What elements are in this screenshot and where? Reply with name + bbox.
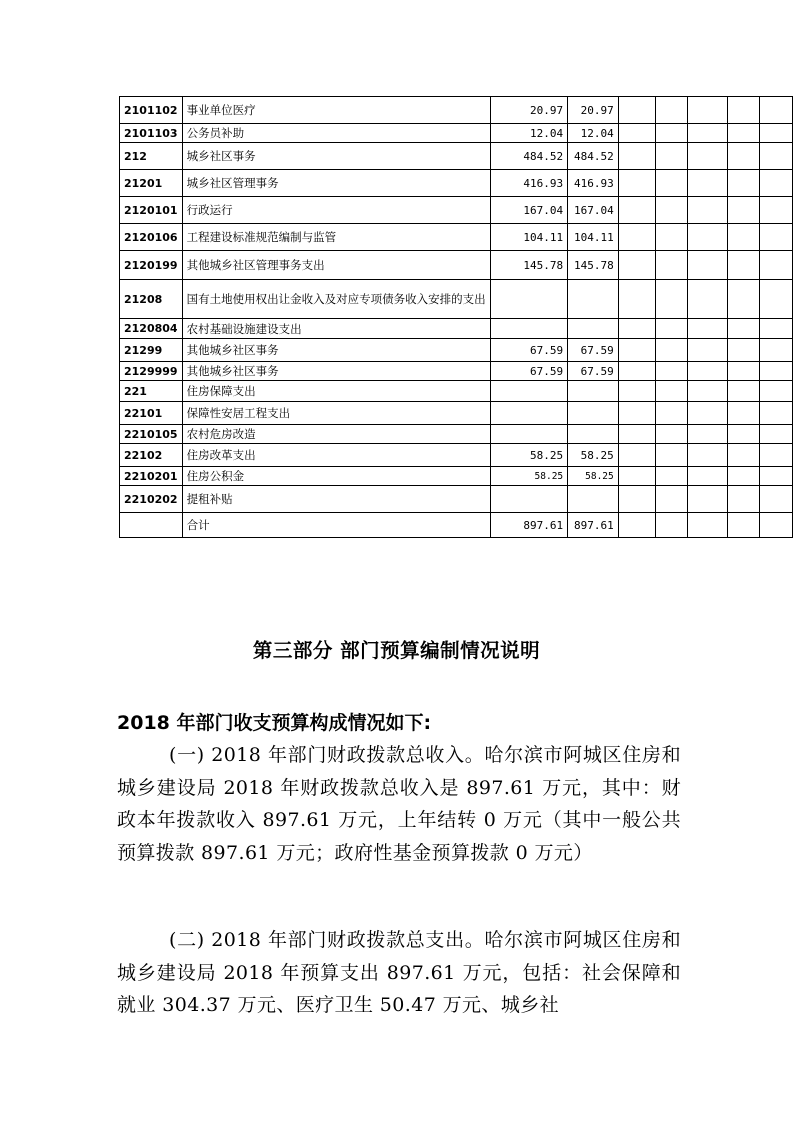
- amount-cell: 67.59: [568, 362, 619, 381]
- empty-cell: [760, 513, 793, 538]
- amount-cell: 20.97: [568, 97, 619, 124]
- code-cell: 2210202: [120, 486, 183, 513]
- name-cell: 公务员补助: [182, 124, 490, 143]
- code-cell: 2101102: [120, 97, 183, 124]
- amount-cell: 58.25: [490, 444, 568, 467]
- amount-cell: 12.04: [568, 124, 619, 143]
- empty-cell: [688, 280, 727, 319]
- amount-cell: [568, 319, 619, 339]
- empty-cell: [656, 224, 688, 251]
- table-row: [120, 513, 793, 538]
- amount-cell: [568, 425, 619, 444]
- empty-cell: [760, 362, 793, 381]
- empty-cell: [727, 444, 760, 467]
- amount-cell: 416.93: [568, 170, 619, 197]
- amount-cell: [490, 425, 568, 444]
- code-cell: 2120804: [120, 319, 183, 339]
- name-cell: 农村基础设施建设支出: [182, 319, 490, 339]
- empty-cell: [688, 124, 727, 143]
- empty-cell: [656, 425, 688, 444]
- name-cell: 城乡社区事务: [182, 143, 490, 170]
- empty-cell: [760, 143, 793, 170]
- empty-cell: [618, 280, 656, 319]
- amount-cell: [490, 402, 568, 425]
- empty-cell: [618, 425, 656, 444]
- code-cell: 2129999: [120, 362, 183, 381]
- code-cell: 2101103: [120, 124, 183, 143]
- code-cell: 21208: [120, 280, 183, 319]
- empty-cell: [656, 170, 688, 197]
- empty-cell: [727, 143, 760, 170]
- empty-cell: [618, 97, 656, 124]
- amount-cell: 20.97: [490, 97, 568, 124]
- budget-table: [119, 96, 793, 538]
- empty-cell: [688, 444, 727, 467]
- amount-cell: 145.78: [568, 251, 619, 280]
- paragraph-income: [117, 739, 681, 869]
- empty-cell: [656, 339, 688, 362]
- table-row: [120, 402, 793, 425]
- empty-cell: [760, 319, 793, 339]
- empty-cell: [656, 381, 688, 402]
- empty-cell: [760, 97, 793, 124]
- empty-cell: [688, 339, 727, 362]
- name-cell: 农村危房改造: [182, 425, 490, 444]
- table-row: [120, 124, 793, 143]
- empty-cell: [760, 467, 793, 486]
- amount-cell: 484.52: [490, 143, 568, 170]
- empty-cell: [688, 251, 727, 280]
- name-cell: 其他城乡社区事务: [182, 362, 490, 381]
- empty-cell: [656, 97, 688, 124]
- empty-cell: [727, 486, 760, 513]
- empty-cell: [618, 444, 656, 467]
- amount-cell: 104.11: [490, 224, 568, 251]
- code-cell: 2120199: [120, 251, 183, 280]
- amount-cell: [490, 280, 568, 319]
- amount-cell: 67.59: [490, 362, 568, 381]
- paragraph-expense: [117, 924, 681, 1022]
- empty-cell: [727, 362, 760, 381]
- table-row: [120, 224, 793, 251]
- empty-cell: [618, 362, 656, 381]
- empty-cell: [618, 124, 656, 143]
- empty-cell: [688, 381, 727, 402]
- empty-cell: [656, 444, 688, 467]
- empty-cell: [618, 381, 656, 402]
- empty-cell: [727, 319, 760, 339]
- empty-cell: [727, 467, 760, 486]
- paragraph-expense-text: (二) 2018 年部门财政拨款总支出。哈尔滨市阿城区住房和城乡建设局 2018 年预算支出 897.61 万元，包括：社会保障和就业 304.37 万元、医疗卫生 50.47 万元、城乡社: [117, 929, 681, 1016]
- table-row: [120, 467, 793, 486]
- empty-cell: [688, 467, 727, 486]
- name-cell: 保障性安居工程支出: [182, 402, 490, 425]
- name-cell: 提租补贴: [182, 486, 490, 513]
- empty-cell: [727, 224, 760, 251]
- amount-cell: [568, 402, 619, 425]
- empty-cell: [656, 486, 688, 513]
- table-row: [120, 362, 793, 381]
- empty-cell: [727, 124, 760, 143]
- name-cell: 行政运行: [182, 197, 490, 224]
- code-cell: 22102: [120, 444, 183, 467]
- empty-cell: [727, 381, 760, 402]
- table-row: [120, 251, 793, 280]
- empty-cell: [656, 319, 688, 339]
- amount-cell: [568, 381, 619, 402]
- empty-cell: [760, 339, 793, 362]
- name-cell: 合计: [182, 513, 490, 538]
- name-cell: 事业单位医疗: [182, 97, 490, 124]
- empty-cell: [618, 402, 656, 425]
- amount-cell: 104.11: [568, 224, 619, 251]
- empty-cell: [688, 513, 727, 538]
- empty-cell: [727, 425, 760, 444]
- amount-cell: 67.59: [568, 339, 619, 362]
- empty-cell: [727, 97, 760, 124]
- empty-cell: [760, 425, 793, 444]
- table-row: [120, 381, 793, 402]
- table-row: [120, 280, 793, 319]
- empty-cell: [618, 224, 656, 251]
- empty-cell: [688, 425, 727, 444]
- amount-cell: 58.25: [568, 467, 619, 486]
- amount-cell: 12.04: [490, 124, 568, 143]
- empty-cell: [656, 402, 688, 425]
- empty-cell: [618, 143, 656, 170]
- name-cell: 城乡社区管理事务: [182, 170, 490, 197]
- empty-cell: [618, 319, 656, 339]
- table-row: [120, 319, 793, 339]
- empty-cell: [760, 224, 793, 251]
- code-cell: 22101: [120, 402, 183, 425]
- empty-cell: [656, 197, 688, 224]
- name-cell: 住房保障支出: [182, 381, 490, 402]
- code-cell: 221: [120, 381, 183, 402]
- empty-cell: [727, 170, 760, 197]
- empty-cell: [760, 124, 793, 143]
- amount-cell: 167.04: [568, 197, 619, 224]
- empty-cell: [656, 124, 688, 143]
- amount-cell: 145.78: [490, 251, 568, 280]
- empty-cell: [656, 280, 688, 319]
- table-row: [120, 197, 793, 224]
- amount-cell: 167.04: [490, 197, 568, 224]
- empty-cell: [688, 197, 727, 224]
- table-row: [120, 97, 793, 124]
- empty-cell: [760, 381, 793, 402]
- empty-cell: [656, 362, 688, 381]
- empty-cell: [618, 170, 656, 197]
- table-row: [120, 444, 793, 467]
- code-cell: 2210105: [120, 425, 183, 444]
- empty-cell: [727, 280, 760, 319]
- amount-cell: 897.61: [568, 513, 619, 538]
- table-row: [120, 170, 793, 197]
- name-cell: 工程建设标准规范编制与监管: [182, 224, 490, 251]
- empty-cell: [688, 170, 727, 197]
- amount-cell: 67.59: [490, 339, 568, 362]
- paragraph-income-text: (一) 2018 年部门财政拨款总收入。哈尔滨市阿城区住房和城乡建设局 2018 年财政拨款总收入是 897.61 万元，其中：财政本年拨款收入 897.61 万元，上年结转 0 万元（其中一般公共预算拨款 897.61 万元；政府性基金预算拨款 0 万元）: [117, 744, 681, 864]
- table-row: [120, 425, 793, 444]
- name-cell: 其他城乡社区事务: [182, 339, 490, 362]
- intro-heading: 2018 年部门收支预算构成情况如下:: [117, 712, 432, 734]
- empty-cell: [688, 402, 727, 425]
- empty-cell: [618, 467, 656, 486]
- empty-cell: [760, 402, 793, 425]
- empty-cell: [688, 486, 727, 513]
- amount-cell: [568, 280, 619, 319]
- empty-cell: [688, 319, 727, 339]
- empty-cell: [727, 402, 760, 425]
- amount-cell: 897.61: [490, 513, 568, 538]
- empty-cell: [618, 251, 656, 280]
- code-cell: 2120106: [120, 224, 183, 251]
- empty-cell: [618, 513, 656, 538]
- code-cell: 21201: [120, 170, 183, 197]
- amount-cell: [490, 319, 568, 339]
- empty-cell: [656, 467, 688, 486]
- table-row: [120, 486, 793, 513]
- empty-cell: [727, 197, 760, 224]
- code-cell: 21299: [120, 339, 183, 362]
- empty-cell: [618, 197, 656, 224]
- amount-cell: [490, 486, 568, 513]
- code-cell: [120, 513, 183, 538]
- empty-cell: [688, 97, 727, 124]
- code-cell: 2120101: [120, 197, 183, 224]
- empty-cell: [760, 170, 793, 197]
- code-cell: 212: [120, 143, 183, 170]
- table-row: [120, 143, 793, 170]
- empty-cell: [688, 143, 727, 170]
- empty-cell: [760, 486, 793, 513]
- name-cell: 住房公积金: [182, 467, 490, 486]
- empty-cell: [656, 251, 688, 280]
- empty-cell: [760, 251, 793, 280]
- empty-cell: [618, 486, 656, 513]
- name-cell: 国有土地使用权出让金收入及对应专项债务收入安排的支出: [182, 280, 490, 319]
- code-cell: 2210201: [120, 467, 183, 486]
- amount-cell: 58.25: [568, 444, 619, 467]
- empty-cell: [760, 444, 793, 467]
- empty-cell: [760, 197, 793, 224]
- name-cell: 其他城乡社区管理事务支出: [182, 251, 490, 280]
- name-cell: 住房改革支出: [182, 444, 490, 467]
- empty-cell: [656, 513, 688, 538]
- empty-cell: [618, 339, 656, 362]
- table-row: [120, 339, 793, 362]
- amount-cell: 58.25: [490, 467, 568, 486]
- empty-cell: [727, 251, 760, 280]
- amount-cell: [490, 381, 568, 402]
- amount-cell: 484.52: [568, 143, 619, 170]
- empty-cell: [727, 513, 760, 538]
- amount-cell: 416.93: [490, 170, 568, 197]
- amount-cell: [568, 486, 619, 513]
- empty-cell: [656, 143, 688, 170]
- empty-cell: [688, 224, 727, 251]
- empty-cell: [760, 280, 793, 319]
- empty-cell: [727, 339, 760, 362]
- empty-cell: [688, 362, 727, 381]
- section-title: 第三部分 部门预算编制情况说明: [252, 639, 541, 662]
